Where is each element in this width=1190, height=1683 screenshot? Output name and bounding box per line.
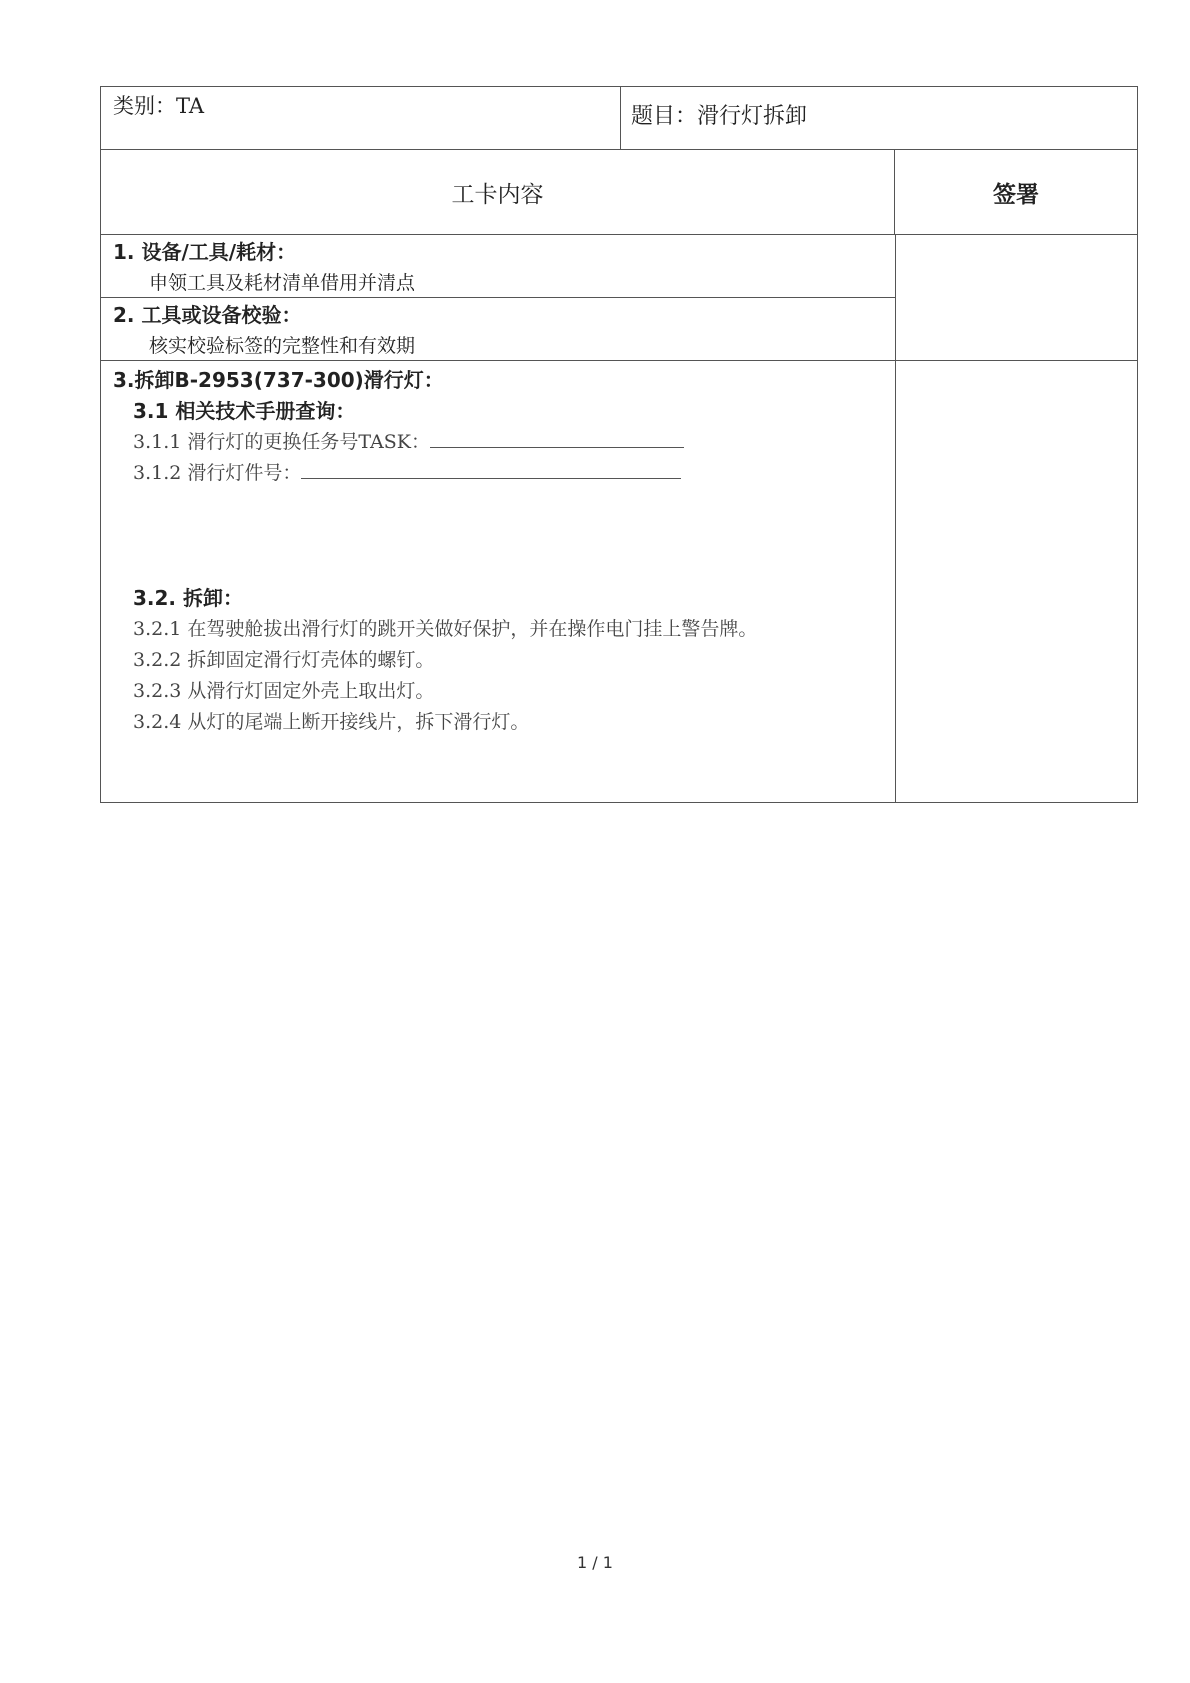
category-label: 类别：TA [113, 94, 205, 118]
section-3-2-2: 3.2.2 拆卸固定滑行灯壳体的螺钉。 [133, 649, 435, 671]
section-3-1-2: 3.1.2 滑行灯件号： [133, 464, 681, 483]
section-1-title: 1. 设备/工具/耗材： [113, 240, 297, 264]
section-3-2-3: 3.2.3 从滑行灯固定外壳上取出灯。 [133, 680, 435, 702]
section-1-body: 申领工具及耗材清单借用并清点 [149, 272, 416, 294]
column-header-content: 工卡内容 [101, 150, 895, 234]
section-3-1-1: 3.1.1 滑行灯的更换任务号TASK： [133, 433, 684, 452]
section-2-body: 核实校验标签的完整性和有效期 [149, 335, 416, 357]
section-3-1-title: 3.1 相关技术手册查询： [133, 399, 356, 423]
title-cell [621, 87, 1137, 149]
header-info-table [100, 86, 1138, 150]
section-2-title: 2. 工具或设备校验： [113, 303, 302, 327]
row-divider-2 [101, 360, 1137, 361]
part-number-blank [301, 477, 681, 479]
title-label: 题目：滑行灯拆卸 [631, 104, 808, 129]
row-divider-1 [101, 297, 895, 298]
category-cell [101, 87, 621, 149]
work-card-table [100, 150, 1138, 803]
column-divider [895, 235, 896, 803]
page-number: 1 / 1 [577, 1553, 613, 1572]
section-3-2-4: 3.2.4 从灯的尾端上断开接线片，拆下滑行灯。 [133, 711, 530, 733]
section-3-2-title: 3.2. 拆卸： [133, 586, 243, 610]
column-header-sign: 签署 [993, 181, 1039, 208]
section-3-title: 3.拆卸B-2953(737-300)滑行灯： [113, 368, 444, 392]
section-3-2-1: 3.2.1 在驾驶舱拔出滑行灯的跳开关做好保护，并在操作电门挂上警告牌。 [133, 618, 758, 640]
task-number-blank [430, 446, 684, 448]
table-header-row [101, 150, 1137, 235]
